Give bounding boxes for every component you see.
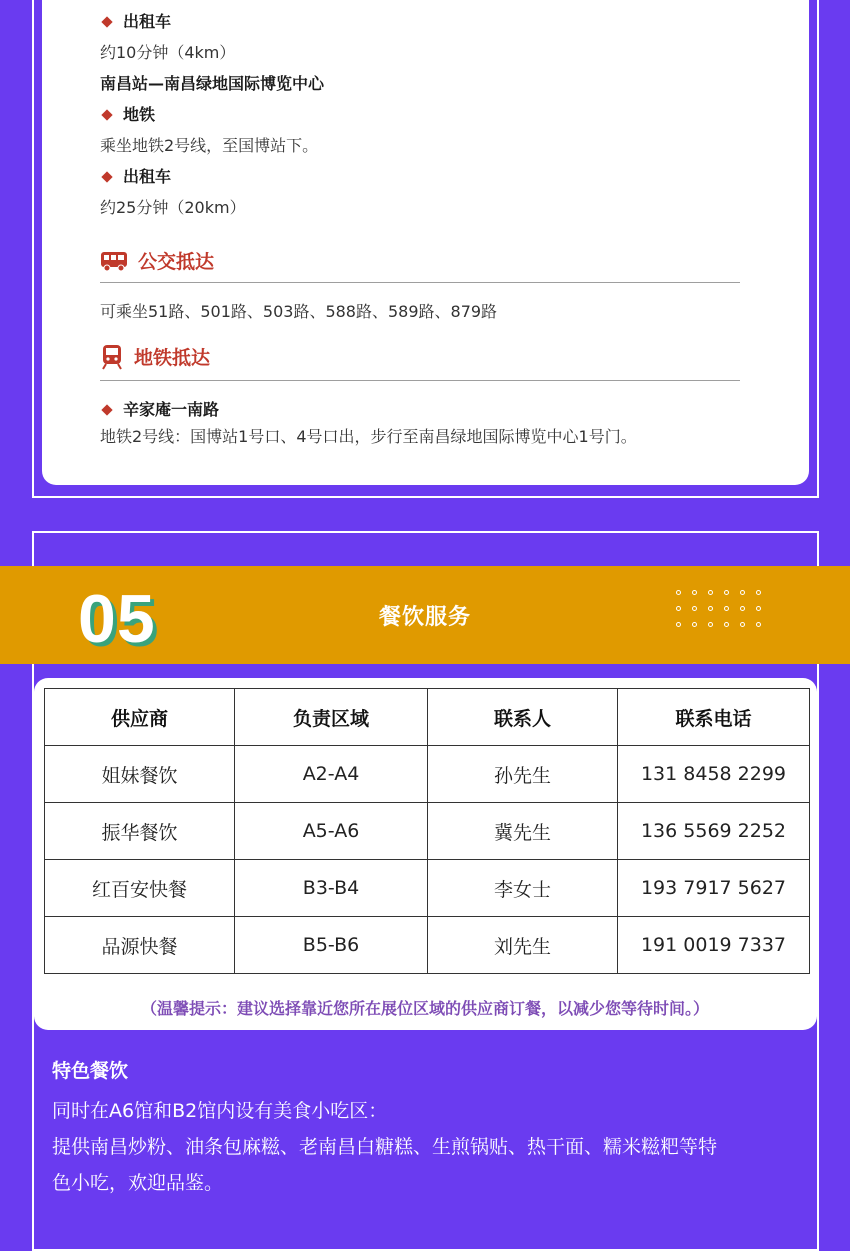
decor-dot: [692, 606, 697, 611]
contact-cell: 李女士: [428, 860, 618, 917]
decor-dot: [724, 606, 729, 611]
decor-dot: [756, 622, 761, 627]
decor-dot: [692, 622, 697, 627]
bus-desc: 可乘坐51路、501路、503路、588路、589路、879路: [100, 302, 498, 321]
decor-dot: [756, 606, 761, 611]
taxi-desc-2: 约25分钟（20km）: [100, 198, 246, 217]
decor-dot: [724, 590, 729, 595]
bus-heading-text: 公交抵达: [138, 251, 215, 273]
subway-divider: [100, 380, 740, 381]
table-row: [45, 746, 810, 803]
decor-dot: [740, 606, 745, 611]
contact-cell: 刘先生: [428, 917, 618, 974]
vendor-table: [44, 688, 810, 974]
dots-decoration: [676, 590, 776, 634]
header-area: 负责区域: [235, 689, 428, 746]
decor-dot: [676, 622, 681, 627]
table-row: [45, 860, 810, 917]
phone-cell: 131 8458 2299: [618, 746, 810, 803]
featured-line-2: 提供南昌炒粉、油条包麻糍、老南昌白糖糕、生煎锅贴、热干面、糯米糍粑等特: [52, 1136, 718, 1158]
subway-stop-item: [100, 397, 219, 420]
decor-dot: [740, 590, 745, 595]
subway-heading-text: 地铁抵达: [134, 347, 211, 369]
area-cell: B5-B6: [235, 917, 428, 974]
contact-cell: 冀先生: [428, 803, 618, 860]
phone-cell: 136 5569 2252: [618, 803, 810, 860]
subway-stop: 辛家庵一南路: [123, 400, 220, 419]
route-title: 南昌站—南昌绿地国际博览中心: [100, 74, 325, 93]
table-header-row: [45, 689, 810, 746]
vendor-cell: 振华餐饮: [45, 803, 235, 860]
table-row: [45, 917, 810, 974]
diamond-bullet-icon: [101, 16, 112, 27]
tip-text: （温馨提示：建议选择靠近您所在展位区域的供应商订餐，以减少您等待时间。）: [140, 999, 709, 1018]
featured-title: 特色餐饮: [52, 1060, 129, 1082]
phone-cell: 193 7917 5627: [618, 860, 810, 917]
vendor-cell: 姐妹餐饮: [45, 746, 235, 803]
train-icon: [100, 344, 124, 370]
decor-dot: [692, 590, 697, 595]
vendor-cell: 品源快餐: [45, 917, 235, 974]
section-number: 05: [78, 581, 156, 657]
metro-title: 地铁: [123, 105, 156, 124]
contact-cell: 孙先生: [428, 746, 618, 803]
metro-desc: 乘坐地铁2号线，至国博站下。: [100, 136, 319, 155]
metro-item: [100, 102, 155, 125]
header-contact: 联系人: [428, 689, 618, 746]
phone-cell: 191 0019 7337: [618, 917, 810, 974]
vendor-cell: 红百安快餐: [45, 860, 235, 917]
decor-dot: [756, 590, 761, 595]
taxi-item-1: [100, 9, 171, 32]
bus-icon: [100, 249, 128, 273]
area-cell: B3-B4: [235, 860, 428, 917]
decor-dot: [724, 622, 729, 627]
subway-desc: 地铁2号线：国博站1号口、4号口出，步行至南昌绿地国际博览中心1号门。: [100, 427, 637, 446]
taxi-item-2: [100, 164, 171, 187]
area-cell: A2-A4: [235, 746, 428, 803]
decor-dot: [708, 606, 713, 611]
bus-heading: [100, 247, 214, 274]
taxi-title-2: 出租车: [123, 167, 172, 186]
taxi-title-1: 出租车: [123, 12, 172, 31]
table-row: [45, 803, 810, 860]
diamond-bullet-icon: [101, 404, 112, 415]
featured-line-3: 色小吃，欢迎品鉴。: [52, 1172, 224, 1194]
header-vendor: 供应商: [45, 689, 235, 746]
featured-line-1: 同时在A6馆和B2馆内设有美食小吃区：: [52, 1100, 388, 1122]
decor-dot: [676, 590, 681, 595]
subway-heading: [100, 343, 210, 370]
decor-dot: [708, 590, 713, 595]
decor-dot: [740, 622, 745, 627]
header-phone: 联系电话: [618, 689, 810, 746]
diamond-bullet-icon: [101, 109, 112, 120]
decor-dot: [708, 622, 713, 627]
diamond-bullet-icon: [101, 171, 112, 182]
bus-divider: [100, 282, 740, 283]
area-cell: A5-A6: [235, 803, 428, 860]
section-title: 餐饮服务: [378, 605, 471, 630]
taxi-desc-1: 约10分钟（4km）: [100, 43, 236, 62]
decor-dot: [676, 606, 681, 611]
